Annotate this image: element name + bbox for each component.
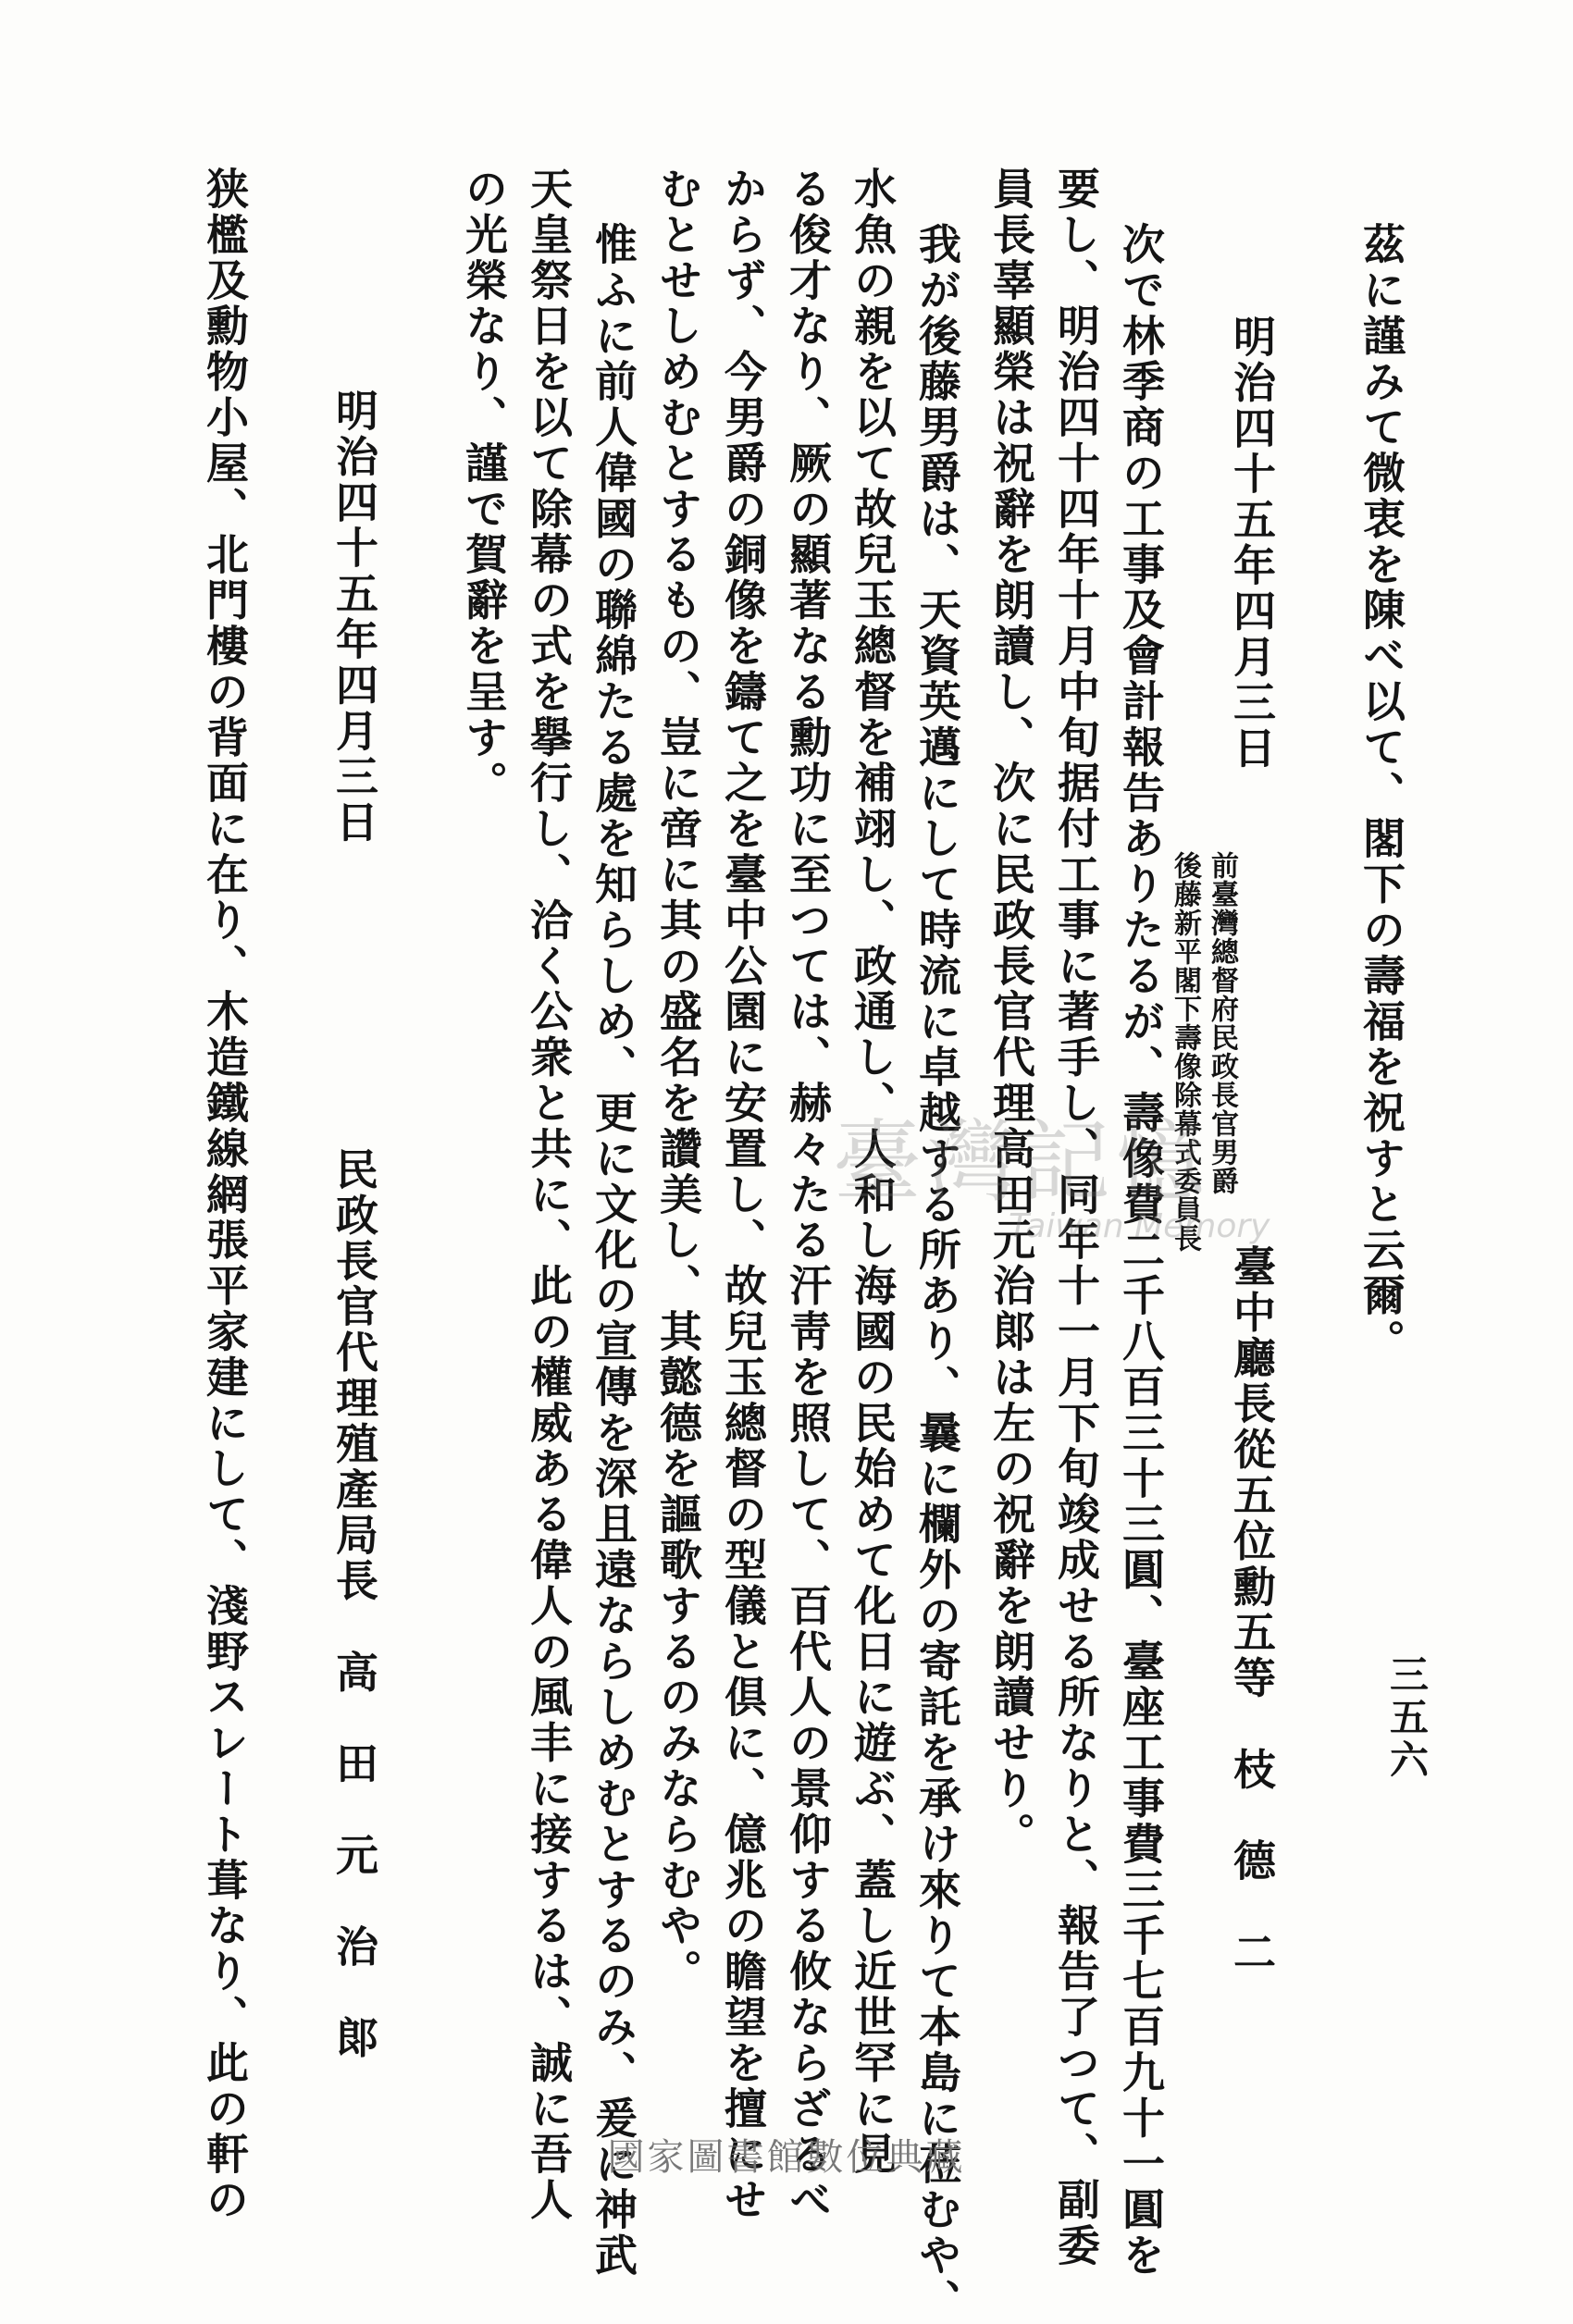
text-column-11: むとせしめむとするもの、豈に啻に其の盛名を讚美し、其懿德を謳歌するのみならむや。 xyxy=(653,167,703,1995)
watermark-en: Taiwan Memory xyxy=(1009,1207,1270,1245)
text-column-13: 天皇祭日を以て除幕の式を擧行し、洽く公衆と共に、此の權威ある偉人の風丰に接するは、誠に吾人 xyxy=(524,167,574,2223)
annotation-line-1: 前臺灣總督府民政長官男爵 xyxy=(1206,851,1238,1195)
closing-signatory-line: 民政長官代理殖產局長 高 田 元 治 郞 xyxy=(329,1147,379,2061)
page-number: 三五六 xyxy=(1384,1654,1430,1782)
date-line: 明治四十五年四月三日 xyxy=(1227,315,1277,772)
text-column-last: 狭檻及勳物小屋、北門樓の背面に在り、木造鐵線網張平家建にして、淺野スレート葺なり、此の軒の xyxy=(200,167,250,2223)
footer-credit: 國家圖書館數位典藏 xyxy=(607,2136,966,2179)
text-column-9: る俊才なり、厥の顯著なる勳功に至つては、赫々たる汗靑を照して、百代人の景仰する攸ならざるべ xyxy=(783,167,833,2223)
text-column-14: の光榮なり、謹で賀辭を呈す。 xyxy=(459,167,509,807)
annotation-line-2: 後藤新平閣下壽像除幕式委員長 xyxy=(1169,851,1201,1253)
text-column-8: 水魚の親を以て故兒玉總督を補翊し、政通し、人和し海國の民始めて化日に遊ぶ、蓋し近世罕に見 xyxy=(848,167,898,2178)
text-column-7: 我が後藤男爵は、天資英邁にして時流に卓越する所あり、曩に欄外の寄託を承け來りて本島に莅むや、 xyxy=(912,222,962,2324)
signatory-line: 臺中廳長從五位勳五等 枝 德 二 xyxy=(1227,1244,1277,1976)
text-column-1: 茲に謹みて微衷を陳べ以て、閣下の壽福を祝すと云爾。 xyxy=(1356,222,1406,1365)
text-column-5: 要し、明治四十四年十月中旬据付工事に著手し、同年十一月下旬竣成せる所なりと、報告了つて、副委 xyxy=(1051,167,1101,2269)
watermark: 臺灣記憶 xyxy=(833,1110,1210,1214)
text-column-10: からず、今男爵の銅像を鑄て之を臺中公園に安置し、故兒玉總督の型儀と倶に、億兆の瞻望を擅にせ xyxy=(718,167,768,2223)
closing-date-line: 明治四十五年四月三日 xyxy=(329,389,379,846)
text-column-12: 惟ふに前人偉國の聯綿たる處を知らしめ、更に文化の宣傳を深且遠ならしめむとするのみ、爰に神武 xyxy=(588,222,638,2279)
text-column-4: 次で林季商の工事及會計報告ありたるが、壽像費二千八百三十三圓、臺座工事費三千七百九十一圓を xyxy=(1116,222,1166,2279)
text-column-6: 員長辜顯榮は祝辭を朗讀し、次に民政長官代理高田元治郞は左の祝辭を朗讀せり。 xyxy=(986,167,1036,1858)
